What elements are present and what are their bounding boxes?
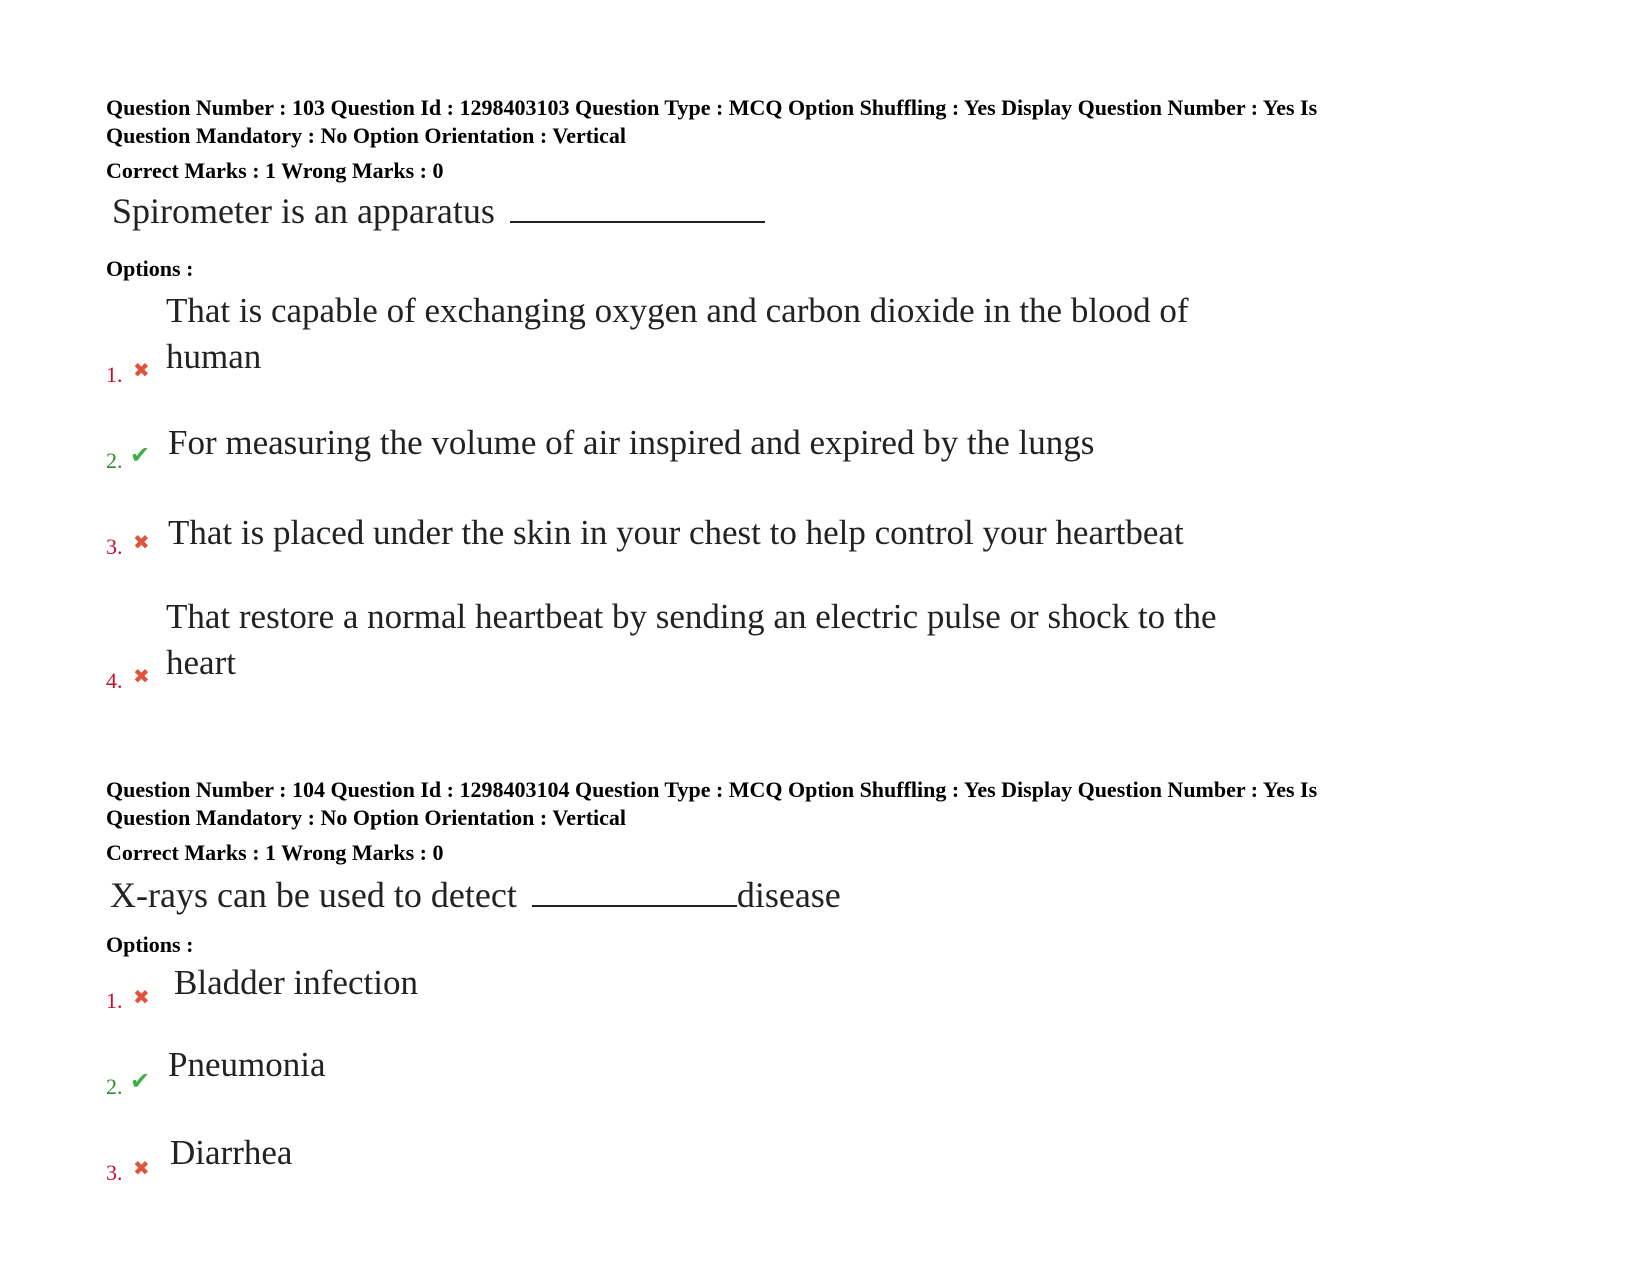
- question-marks: Correct Marks : 1 Wrong Marks : 0: [106, 840, 444, 865]
- option-text: That is placed under the skin in your chest to help control your heartbeat: [168, 513, 1184, 552]
- option-number: 1.: [106, 362, 123, 387]
- option-number: 3.: [106, 1160, 123, 1185]
- option-text: [166, 288, 1188, 380]
- option-text: Bladder infection: [174, 963, 418, 1002]
- option-text-line-2: heart: [166, 643, 236, 682]
- question-meta: [106, 776, 1546, 832]
- check-icon: ✔: [130, 1067, 151, 1095]
- cross-icon: ✖: [133, 358, 150, 382]
- options-label: Options :: [106, 256, 194, 281]
- cross-icon: ✖: [133, 1156, 150, 1180]
- answer-blank: [532, 875, 737, 907]
- option-text-line-1: That restore a normal heartbeat by sending an electric pulse or shock to the: [166, 597, 1217, 636]
- question-text: [110, 874, 841, 916]
- question-meta-line-1: Question Number : 103 Question Id : 1298403103 Question Type : MCQ Option Shuffling : Yes Display Question Number : Yes Is: [106, 95, 1318, 120]
- question-meta-line-2: Question Mandatory : No Option Orientation : Vertical: [106, 805, 627, 830]
- question-meta-line-1: Question Number : 104 Question Id : 1298403104 Question Type : MCQ Option Shuffling : Yes Display Question Number : Yes Is: [106, 777, 1318, 802]
- check-icon: ✔: [130, 441, 151, 469]
- question-text-before: X-rays can be used to detect: [110, 875, 517, 915]
- option-number: 1.: [106, 988, 123, 1013]
- cross-icon: ✖: [133, 985, 150, 1009]
- cross-icon: ✖: [133, 530, 150, 554]
- option-text: [166, 594, 1217, 686]
- option-text: Diarrhea: [170, 1133, 293, 1172]
- option-text: For measuring the volume of air inspired and expired by the lungs: [168, 423, 1095, 462]
- option-text: Pneumonia: [168, 1045, 326, 1084]
- question-meta-line-2: Question Mandatory : No Option Orientation : Vertical: [106, 123, 627, 148]
- option-number: 2.: [106, 448, 123, 473]
- question-text-after: disease: [736, 875, 841, 915]
- question-meta: [106, 94, 1546, 150]
- answer-blank: [510, 191, 765, 223]
- options-label: Options :: [106, 932, 194, 957]
- option-text-line-2: human: [166, 337, 262, 376]
- question-text-content: Spirometer is an apparatus: [112, 191, 495, 231]
- option-number: 3.: [106, 534, 123, 559]
- option-number: 2.: [106, 1074, 123, 1099]
- option-number: 4.: [106, 668, 123, 693]
- cross-icon: ✖: [133, 664, 150, 688]
- question-marks: Correct Marks : 1 Wrong Marks : 0: [106, 158, 444, 183]
- question-text: [112, 190, 765, 232]
- option-text-line-1: That is capable of exchanging oxygen and carbon dioxide in the blood of: [166, 291, 1189, 330]
